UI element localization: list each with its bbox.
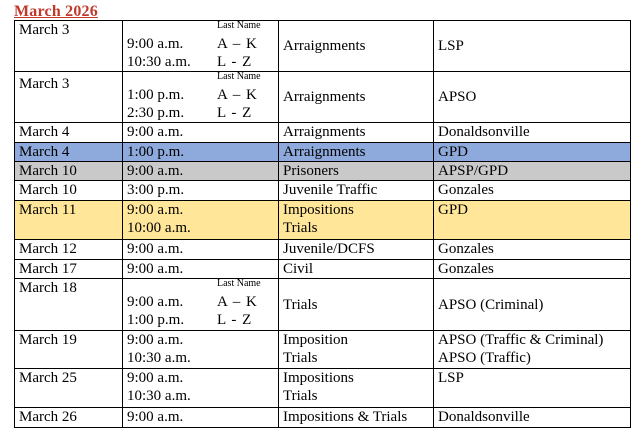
- location-cell: APSO: [434, 72, 631, 123]
- date-cell: March 25: [15, 369, 123, 408]
- table-row: [15, 201, 631, 240]
- time-value: 9:00 a.m.: [127, 36, 184, 52]
- court-schedule-table: [14, 20, 631, 428]
- time-value: 10:00 a.m.: [127, 220, 191, 236]
- location-cell: Donaldsonville: [434, 123, 631, 143]
- time-cell: [123, 201, 279, 240]
- type-value: Trials: [283, 220, 318, 236]
- location-cell: GPD: [434, 201, 631, 240]
- table-row: [15, 21, 631, 72]
- time-value: 9:00 a.m.: [127, 332, 184, 348]
- last-name-header: Last Name: [217, 71, 261, 82]
- time-cell: 9:00 a.m.: [123, 123, 279, 143]
- last-name-range: A – K: [217, 36, 258, 52]
- type-cell: Trials: [279, 279, 434, 331]
- date-cell: March 10: [15, 181, 123, 201]
- time-value: 10:30 a.m.: [127, 54, 191, 70]
- time-value: 10:30 a.m.: [127, 350, 191, 366]
- table-row: [15, 143, 631, 162]
- type-cell: Arraignments: [279, 72, 434, 123]
- location-cell: GPD: [434, 143, 631, 162]
- table-row: [15, 260, 631, 279]
- date-cell: March 11: [15, 201, 123, 240]
- time-cell: 3:00 p.m.: [123, 181, 279, 201]
- type-cell: Arraignments: [279, 21, 434, 72]
- time-value: 2:30 p.m.: [127, 105, 185, 121]
- location-cell: Donaldsonville: [434, 408, 631, 428]
- last-name-header: Last Name: [217, 20, 261, 31]
- date-cell: March 17: [15, 260, 123, 279]
- type-cell: Juvenile/DCFS: [279, 240, 434, 260]
- time-value: 1:00 p.m.: [127, 87, 185, 103]
- time-cell: [123, 72, 279, 123]
- date-cell: March 4: [15, 123, 123, 143]
- date-cell: March 3: [15, 21, 123, 72]
- type-cell: Civil: [279, 260, 434, 279]
- table-row: [15, 279, 631, 331]
- time-cell: [123, 279, 279, 331]
- last-name-range: A – K: [217, 294, 258, 310]
- date-cell: [15, 72, 123, 123]
- table-row: [15, 72, 631, 123]
- type-value: Impositions: [283, 370, 354, 386]
- location-cell: Gonzales: [434, 260, 631, 279]
- time-value: 9:00 a.m.: [127, 370, 184, 386]
- time-cell: 9:00 a.m.: [123, 162, 279, 181]
- type-value: Trials: [283, 350, 318, 366]
- location-value: APSO (Traffic): [438, 350, 531, 366]
- table-row: [15, 123, 631, 143]
- date-cell: March 26: [15, 408, 123, 428]
- type-value: Imposition: [283, 332, 349, 348]
- last-name-range: L - Z: [217, 54, 253, 70]
- last-name-range: A – K: [217, 87, 258, 103]
- table-row: [15, 369, 631, 408]
- table-row: [15, 240, 631, 260]
- location-cell: APSO (Criminal): [434, 279, 631, 331]
- type-cell: Arraignments: [279, 143, 434, 162]
- location-cell: [434, 331, 631, 369]
- last-name-header: Last Name: [217, 278, 261, 289]
- location-cell: LSP: [434, 369, 631, 408]
- date-cell: March 10: [15, 162, 123, 181]
- page-title: March 2026: [14, 3, 98, 20]
- time-value: 1:00 p.m.: [127, 312, 185, 328]
- type-value: Impositions: [283, 202, 354, 218]
- time-cell: 1:00 p.m.: [123, 143, 279, 162]
- type-value: Trials: [283, 388, 318, 404]
- date-cell: March 18: [15, 279, 123, 331]
- time-value: 9:00 a.m.: [127, 294, 184, 310]
- table-row: [15, 408, 631, 428]
- date-value: March 3: [19, 76, 70, 92]
- location-cell: LSP: [434, 21, 631, 72]
- type-cell: [279, 201, 434, 240]
- type-cell: [279, 369, 434, 408]
- time-cell: 9:00 a.m.: [123, 260, 279, 279]
- table-row: [15, 162, 631, 181]
- location-cell: Gonzales: [434, 181, 631, 201]
- type-cell: Impositions & Trials: [279, 408, 434, 428]
- table-row: [15, 331, 631, 369]
- time-value: 9:00 a.m.: [127, 202, 184, 218]
- location-cell: Gonzales: [434, 240, 631, 260]
- type-cell: Juvenile Traffic: [279, 181, 434, 201]
- location-value: APSO (Traffic & Criminal): [438, 332, 604, 348]
- time-value: 10:30 a.m.: [127, 388, 191, 404]
- date-cell: March 4: [15, 143, 123, 162]
- date-cell: March 12: [15, 240, 123, 260]
- type-cell: [279, 331, 434, 369]
- time-cell: [123, 331, 279, 369]
- time-cell: 9:00 a.m.: [123, 240, 279, 260]
- time-cell: [123, 369, 279, 408]
- type-cell: Prisoners: [279, 162, 434, 181]
- time-cell: 9:00 a.m.: [123, 408, 279, 428]
- location-cell: APSP/GPD: [434, 162, 631, 181]
- last-name-range: L - Z: [217, 312, 253, 328]
- table-row: [15, 181, 631, 201]
- type-cell: Arraignments: [279, 123, 434, 143]
- date-cell: March 19: [15, 331, 123, 369]
- time-cell: [123, 21, 279, 72]
- last-name-range: L - Z: [217, 105, 253, 121]
